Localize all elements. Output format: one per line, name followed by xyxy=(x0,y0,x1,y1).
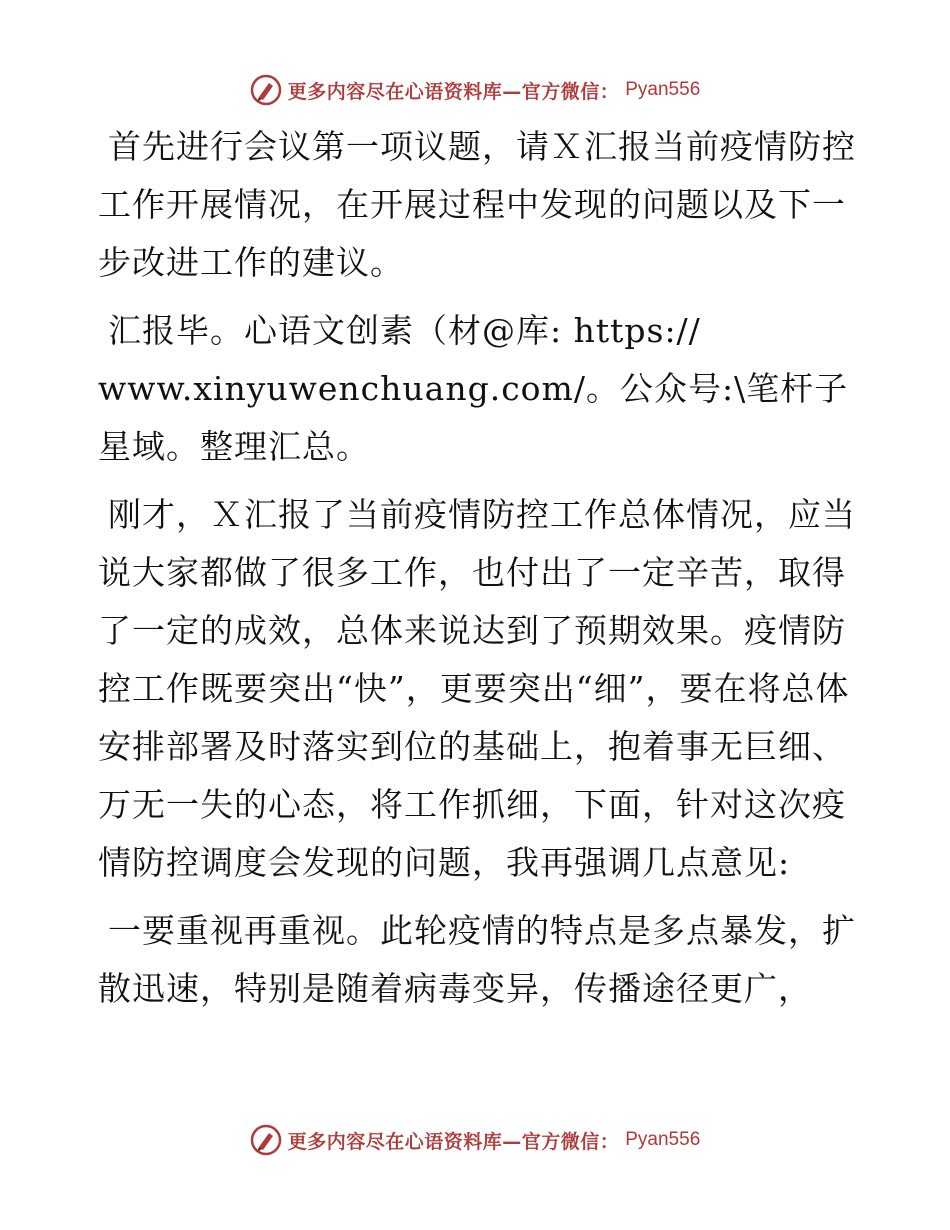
pen-nib-logo-icon xyxy=(250,74,282,106)
footer-banner xyxy=(0,1122,950,1158)
banner-text: 更多内容尽在心语资料库—官方微信： xyxy=(287,1130,620,1153)
banner-wechat-id: Pyan556 xyxy=(625,79,701,100)
paragraph-agenda: 首先进行会议第一项议题，请Ｘ汇报当前疫情防控工作开展情况，在开展过程中发现的问题以及下一步改进工作的建议。 xyxy=(98,127,856,282)
paragraph-report-end: 汇报毕。心语文创素（材@库: https:// www.xinyuwenchuang.com/。公众号:\笔杆子星域。整理汇总。 xyxy=(98,311,849,466)
banner-text: 更多内容尽在心语资料库—官方微信： xyxy=(287,80,620,103)
paragraph-point-one: 一要重视再重视。此轮疫情的特点是多点暴发，扩散迅速，特别是随着病毒变异，传播途径更广， xyxy=(98,911,856,1008)
pen-nib-logo-icon xyxy=(250,1124,282,1156)
paragraph-remarks: 刚才，Ｘ汇报了当前疫情防控工作总体情况，应当说大家都做了很多工作，也付出了一定辛苦，取得了一定的成效，总体来说达到了预期效果。疫情防控工作既要突出“快”，更要突出“细”，要在将总体安排部署及时落实到位的基础上，抱着事无巨细、万无一失的心态，将工作抓细，下面，针对这次疫情防控调度会发现的问题，我再强调几点意见: xyxy=(98,495,856,882)
document-body xyxy=(98,118,858,1018)
banner-wechat-id: Pyan556 xyxy=(625,1129,701,1150)
header-banner xyxy=(0,72,950,108)
